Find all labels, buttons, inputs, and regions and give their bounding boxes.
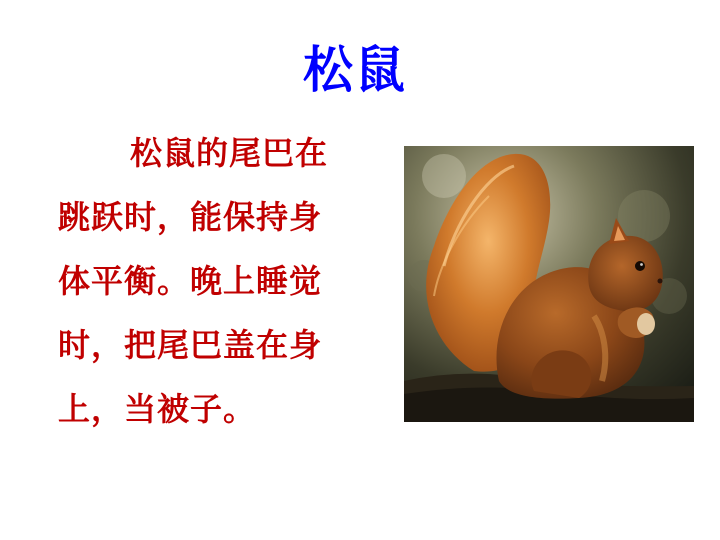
body-line: 松鼠的尾巴在 — [130, 134, 329, 172]
body-line: 时，把尾巴盖在身 — [58, 326, 323, 364]
body-line: 体平衡。晚上睡觉 — [58, 262, 323, 300]
slide-title: 松鼠 — [303, 41, 407, 99]
body-text — [58, 125, 358, 445]
body-line: 上，当被子。 — [58, 390, 257, 428]
squirrel-photo — [404, 146, 694, 422]
body-line: 跳跃时，能保持身 — [58, 198, 323, 236]
